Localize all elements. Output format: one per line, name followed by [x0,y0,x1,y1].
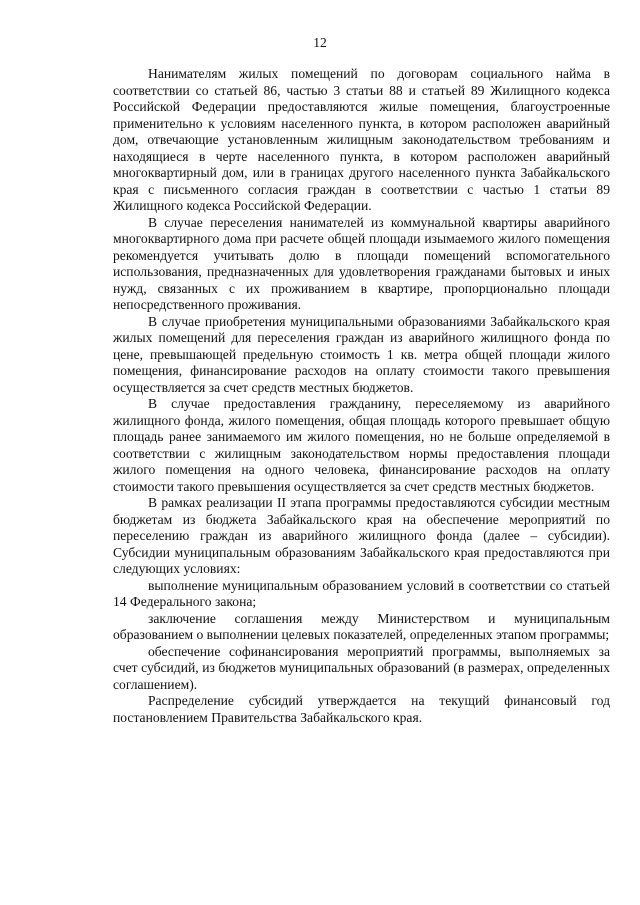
paragraph-purchase-price: В случае приобретения муниципальными образованиями Забайкальского края жилых помещений для переселения граждан из аварийного жилищного фонда по цене, превышающей предельную стоимость 1 кв. метра общей площади жилого помещения, финансирование расходов на оплату стоимости такого превышения осуществляется за счет средств местных бюджетов. [113,313,610,395]
condition-item-3: обеспечение софинансирования мероприятий программы, выполняемых за счет субсидий, из бюджетов муниципальных образований (в размерах, определенных соглашением). [113,643,610,692]
condition-item-1: выполнение муниципальным образованием условий в соответствии со статьей 14 Федерального закона; [113,577,610,609]
paragraph-subsidies: В рамках реализации II этапа программы предоставляются субсидии местным бюджетам из бюджета Забайкальского края на обеспечение мероприятий по переселению граждан из аварийного жилищного фонда (далее – субсидии). Субсидии муниципальным образованиям Забайкальского края предоставляются при следующих условиях: [113,495,610,576]
condition-item-2: заключение соглашения между Министерством и муниципальным образованием о выполнении целевых показателей, определенных этапом программы; [113,610,610,642]
paragraph-area-excess: В случае предоставления гражданину, переселяемому из аварийного жилищного фонда, жилого помещения, общая площадь которого превышает общую площадь ранее занимаемого им жилого помещения, но не больше определяемой в соответствии с жилищным законодательством нормы предоставления площади жилого помещения на одного человека, финансирование расходов на оплату стоимости такого превышения осуществляется за счет средств местных бюджетов. [113,396,610,494]
paragraph-tenants-housing: Нанимателям жилых помещений по договорам социального найма в соответствии со статьей 86, частью 3 статьи 88 и статьей 89 Жилищного кодекса Российской Федерации предоставляются жилые помещения, благоустроенные применительно к условиям населенного пункта, в котором расположен аварийный дом, отвечающие установленным жилищным законодательством требованиям и находящиеся в черте населенного пункта, в котором расположен аварийный многоквартирный дом, или в границах другого населенного пункта Забайкальского края с письменного согласия граждан в соответствии с частью 1 статьи 89 Жилищного кодекса Российской Федерации. [113,66,610,213]
paragraph-distribution: Распределение субсидий утверждается на текущий финансовый год постановлением Правительства Забайкальского края. [113,693,610,725]
paragraph-communal-apartment: В случае переселения нанимателей из коммунальной квартиры аварийного многоквартирного дома при расчете общей площади изымаемого жилого помещения рекомендуется учитывать долю в площади помещений вспомогательного использования, предназначенных для удовлетворения гражданами бытовых и иных нужд, связанных с их проживанием в квартире, пропорционально площади непосредственного проживания. [113,214,610,312]
page-number: 12 [313,35,327,50]
document-body [113,66,610,726]
